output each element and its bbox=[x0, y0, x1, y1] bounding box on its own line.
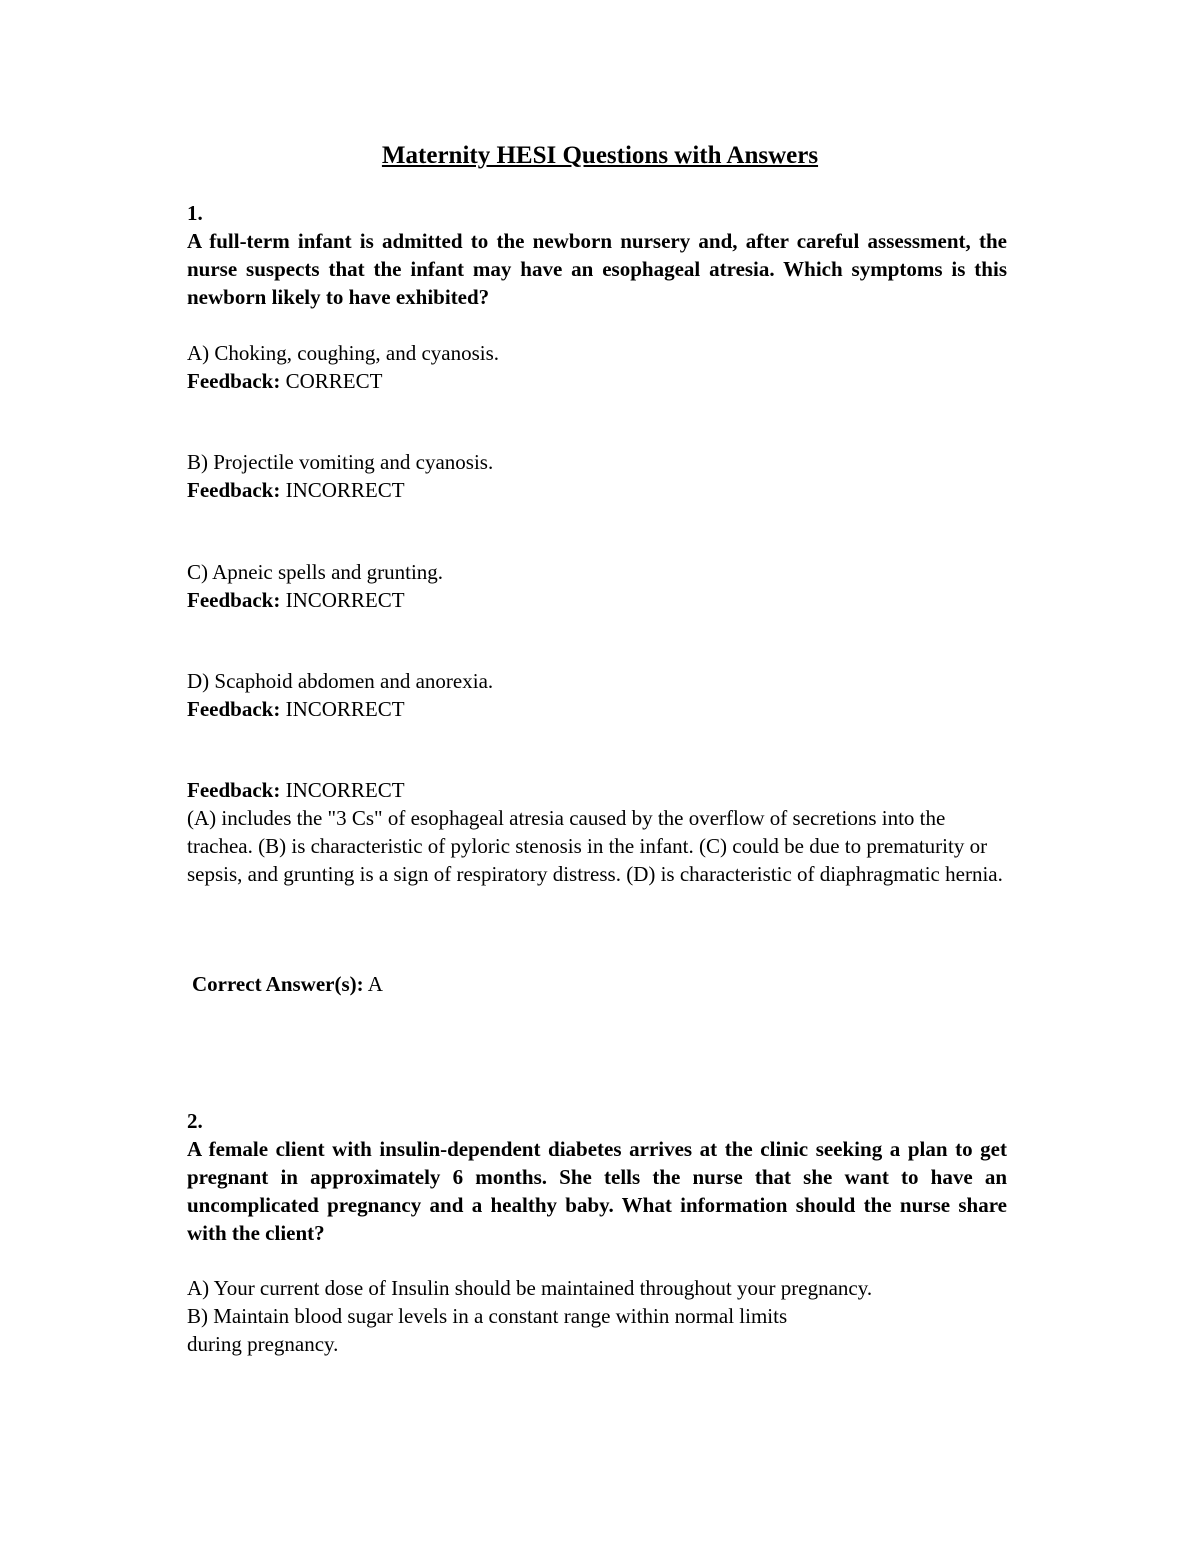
correct-answer-label: Correct Answer(s): bbox=[192, 972, 364, 996]
feedback-value: INCORRECT bbox=[280, 697, 405, 721]
q1-correct-answer bbox=[192, 970, 1012, 998]
question-2-text: A female client with insulin-dependent diabetes arrives at the clinic seeking a plan to get pregnant in approximately 6 months. She tells the nurse that she want to have an uncomplicated pregnancy and a healthy baby. What information should the nurse share with the client? bbox=[187, 1137, 1007, 1245]
q2-options bbox=[187, 1274, 1007, 1358]
q2-option-b-line1: B) Maintain blood sugar levels in a constant range within normal limits bbox=[187, 1304, 788, 1328]
feedback-label: Feedback: bbox=[187, 478, 281, 502]
question-2-number: 2. bbox=[187, 1109, 203, 1133]
q1-option-b bbox=[187, 448, 1007, 504]
q1-option-a bbox=[187, 339, 1007, 395]
q1-option-c bbox=[187, 558, 1007, 614]
feedback-label: Feedback: bbox=[187, 588, 281, 612]
feedback-value: CORRECT bbox=[280, 369, 383, 393]
feedback-label: Feedback: bbox=[187, 369, 281, 393]
q1-option-a-feedback bbox=[187, 367, 1007, 395]
q1-option-d bbox=[187, 667, 1007, 723]
q1-option-d-text: D) Scaphoid abdomen and anorexia. bbox=[187, 669, 494, 693]
page-title: Maternity HESI Questions with Answers bbox=[381, 142, 819, 169]
q1-option-c-text: C) Apneic spells and grunting. bbox=[187, 560, 444, 584]
feedback-value: INCORRECT bbox=[280, 588, 405, 612]
feedback-label: Feedback: bbox=[187, 697, 281, 721]
q1-option-d-feedback bbox=[187, 695, 1007, 723]
question-1-number: 1. bbox=[187, 201, 203, 225]
q1-option-a-text: A) Choking, coughing, and cyanosis. bbox=[187, 341, 500, 365]
q2-option-a: A) Your current dose of Insulin should be maintained throughout your pregnancy. bbox=[187, 1276, 873, 1300]
feedback-value: INCORRECT bbox=[280, 778, 405, 802]
feedback-value: INCORRECT bbox=[280, 478, 405, 502]
q1-rationale: (A) includes the "3 Cs" of esophageal atresia caused by the overflow of secretions into the trachea. (B) is characteristic of pyloric stenosis in the infant. (C) could be due to prematurity or sepsis, and grunting is a sign of respiratory distress. (D) is characteristic of diaphragmatic hernia. bbox=[187, 806, 1003, 886]
summary-feedback-line bbox=[187, 776, 1007, 804]
q1-option-b-text: B) Projectile vomiting and cyanosis. bbox=[187, 450, 494, 474]
question-1-text: A full-term infant is admitted to the newborn nursery and, after careful assessment, the nurse suspects that the infant may have an esophageal atresia. Which symptoms is this newborn likely to have exhibited? bbox=[187, 229, 1007, 309]
q1-option-c-feedback bbox=[187, 586, 1007, 614]
feedback-label: Feedback: bbox=[187, 778, 281, 802]
q2-option-b-line2: during pregnancy. bbox=[187, 1332, 339, 1356]
correct-answer-value: A bbox=[363, 972, 383, 996]
q1-summary-feedback bbox=[187, 776, 1007, 888]
q1-option-b-feedback bbox=[187, 476, 1007, 504]
